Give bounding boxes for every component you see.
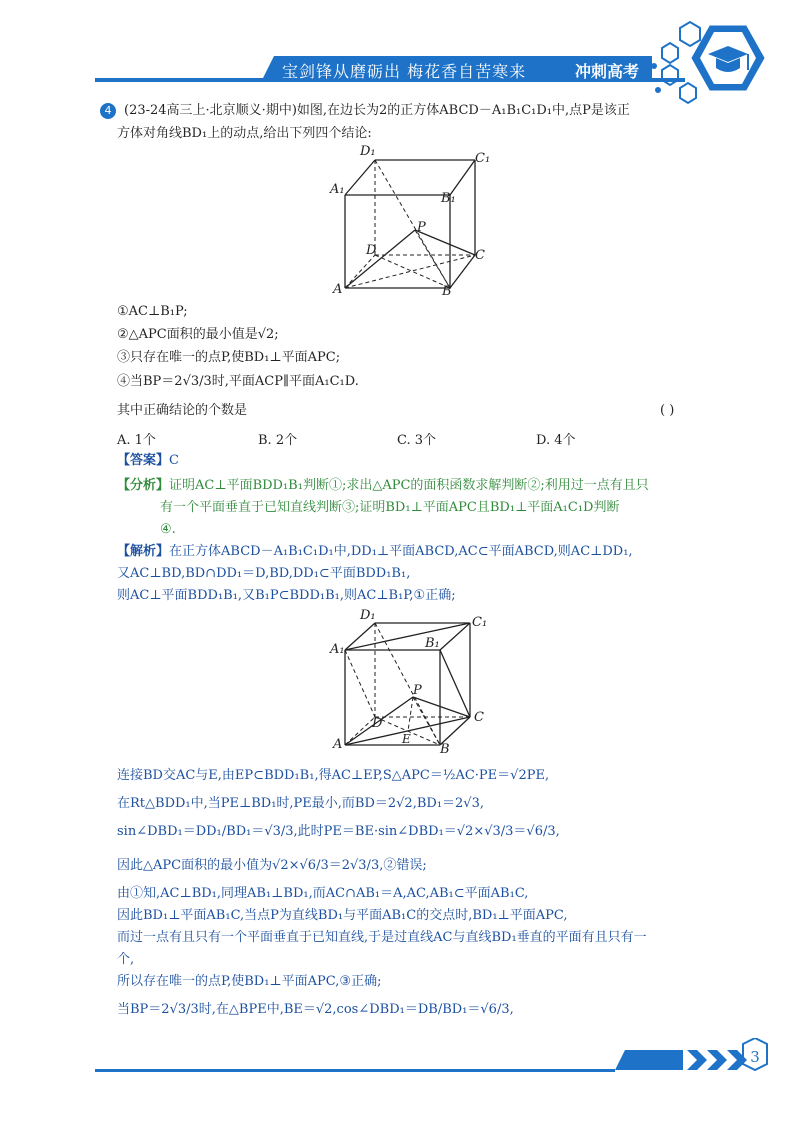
analysis-line-3: ④.	[160, 522, 176, 537]
solution-line-2: 又AC⊥BD,BD∩DD₁＝D,BD,DD₁⊂平面BDD₁B₁,	[117, 566, 411, 581]
solution-line-4: 连接BD交AC与E,由EP⊂BDD₁B₁,得AC⊥EP,S△APC＝½AC·PE＝√2PE,	[117, 768, 550, 783]
answer-label: 【答案】	[117, 453, 170, 468]
option-d: D. 4个	[536, 433, 576, 448]
fig1-label-d1: D₁	[360, 144, 376, 159]
solution-line-10: 而过一点有且只有一个平面垂直于已知直线,于是过直线AC与直线BD₁垂直的平面有且只有一	[117, 930, 647, 945]
question-line-1: (23-24高三上·北京顺义·期中)如图,在边长为2的正方体ABCD－A₁B₁C₁D₁中,点P是该正	[124, 103, 630, 118]
question-number-badge: 4	[100, 103, 116, 119]
solution-line-9: 因此BD₁⊥平面AB₁C,当点P为直线BD₁与平面AB₁C的交点时,BD₁⊥平面APC,	[117, 908, 568, 923]
option-b: B. 2个	[258, 433, 298, 448]
option-a: A. 1个	[117, 433, 156, 448]
fig2-label-c: C	[474, 710, 484, 725]
solution-line-12: 所以存在唯一的点P,使BD₁⊥平面APC,③正确;	[117, 974, 382, 989]
statement-4: ④当BP＝2√3/3时,平面ACP∥平面A₁C₁D.	[117, 374, 359, 389]
fig2-label-c1: C₁	[472, 615, 488, 630]
fig1-label-a1: A₁	[330, 182, 345, 197]
fig1-label-b: B	[442, 284, 452, 299]
cube-figure-1	[325, 140, 495, 300]
fig1-label-b1: B₁	[441, 191, 456, 206]
solution-line-1: 在正方体ABCD－A₁B₁C₁D₁中,DD₁⊥平面ABCD,AC⊂平面ABCD,则AC⊥DD₁,	[169, 544, 633, 559]
fig2-label-a: A	[333, 737, 343, 752]
fig2-label-b: B	[440, 742, 450, 757]
solution-line-7: 因此△APC面积的最小值为√2×√6/3＝2√3/3,②错误;	[117, 858, 427, 873]
fig2-label-b1: B₁	[425, 636, 440, 651]
answer-bracket: ( )	[660, 403, 675, 418]
fig1-label-p: P	[417, 220, 426, 235]
question-prompt: 其中正确结论的个数是	[117, 403, 248, 418]
fig2-label-e: E	[402, 732, 411, 746]
solution-line-11: 个,	[117, 952, 135, 967]
fig1-label-c1: C₁	[475, 151, 491, 166]
solution-line-6: sin∠DBD₁＝DD₁/BD₁＝√3/3,此时PE＝BE·sin∠DBD₁＝√2×√3/3＝√6/3,	[117, 824, 560, 839]
statement-1: ①AC⊥B₁P;	[117, 304, 188, 319]
question-line-2: 方体对角线BD₁上的动点,给出下列四个结论:	[117, 126, 372, 141]
solution-line-8: 由①知,AC⊥BD₁,同理AB₁⊥BD₁,而AC∩AB₁＝A,AC,AB₁⊂平面AB₁C,	[117, 886, 529, 901]
fig2-label-d: D	[372, 716, 383, 731]
fig1-label-d: D	[366, 243, 377, 258]
analysis-line-1: 证明AC⊥平面BDD₁B₁判断①;求出△APC的面积函数求解判断②;利用过一点有且只	[169, 478, 649, 493]
solution-label: 【解析】	[117, 544, 170, 559]
fig2-label-p: P	[413, 683, 422, 698]
solution-line-13: 当BP＝2√3/3时,在△BPE中,BE＝√2,cos∠DBD₁＝DB/BD₁＝√6/3,	[117, 1002, 514, 1017]
fig1-label-c: C	[475, 248, 485, 263]
header-slogan: 宝剑锋从磨砺出 梅花香自苦寒来	[282, 62, 527, 81]
header-tag: 冲刺高考	[575, 62, 640, 81]
analysis-label: 【分析】	[117, 478, 170, 493]
fig2-label-d1: D₁	[360, 608, 376, 623]
solution-line-5: 在Rt△BDD₁中,当PE⊥BD₁时,PE最小,而BD＝2√2,BD₁＝2√3,	[117, 796, 484, 811]
solution-line-3: 则AC⊥平面BDD₁B₁,又B₁P⊂BDD₁B₁,则AC⊥B₁P,①正确;	[117, 588, 456, 603]
answer-value: C	[169, 453, 179, 468]
statement-2: ②△APC面积的最小值是√2;	[117, 327, 279, 342]
footer-rule	[95, 1069, 615, 1072]
page-number: 3	[750, 1048, 760, 1066]
fig1-label-a: A	[333, 282, 343, 297]
option-c: C. 3个	[397, 433, 437, 448]
fig2-label-a1: A₁	[330, 642, 345, 657]
statement-3: ③只存在唯一的点P,使BD₁⊥平面APC;	[117, 350, 341, 365]
analysis-line-2: 有一个平面垂直于已知直线判断③;证明BD₁⊥平面APC且BD₁⊥平面A₁C₁D判断	[160, 500, 620, 515]
graduation-cap-logo-icon	[640, 18, 780, 108]
